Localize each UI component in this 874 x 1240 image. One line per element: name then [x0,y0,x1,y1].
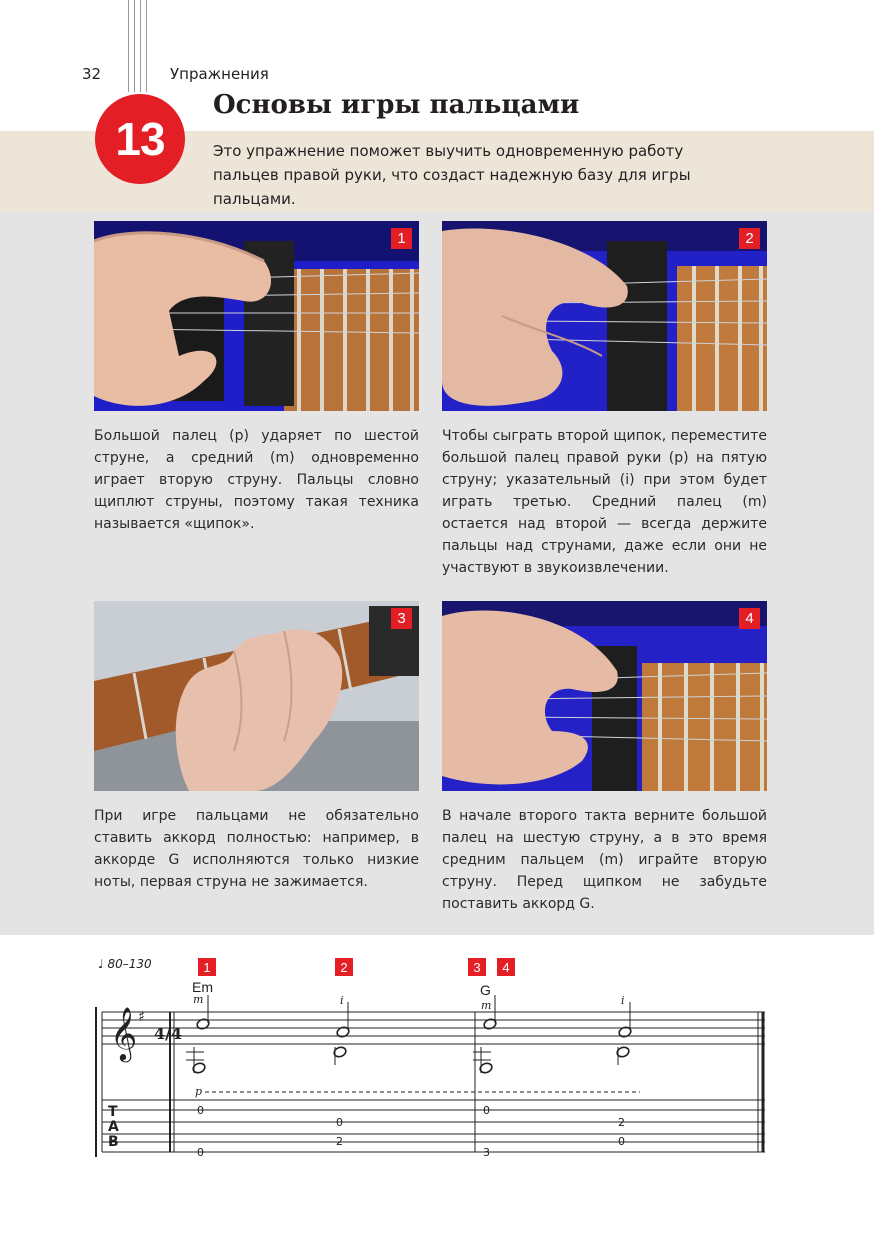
finger-label: m [481,999,492,1012]
tab-number: 3 [483,1146,490,1159]
lesson-number-badge: 13 [95,94,185,184]
step-marker-3: 3 [468,958,486,976]
tab-letter: B [108,1134,119,1150]
tab-letter: T [108,1104,118,1120]
step-marker-2: 2 [335,958,353,976]
step-caption-1: Большой палец (p) ударяет по шестой струне, а средний (m) одновременно играет вторую струну. Пальцы словно щиплют струны, поэтому такая техника называется «щипок». [94,428,419,532]
step-photo-4 [442,601,767,791]
tab-number: 2 [336,1135,343,1148]
binding-line [146,0,147,92]
tab-number: 0 [618,1135,625,1148]
binding-line [140,0,141,92]
step-caption-2: Чтобы сыграть второй щипок, переместите большой палец правой руки (p) на пятую струну; указательный (i) при этом будет играть третью. Средний палец (m) остается над второй — всегда держите пальцы над струнами, даже если они не участвуют в звукоизвлечении. [442,428,767,576]
lesson-intro: Это упражнение поможет выучить одновременную работу пальцев правой руки, что создаст надежную базу для игры пальцами. [213,142,691,208]
step-number-badge: 2 [739,228,760,249]
tab-number: 0 [197,1104,204,1117]
step-marker-4: 4 [497,958,515,976]
tempo-marking: ♩ 80–130 [98,957,152,971]
binding-line [128,0,129,92]
finger-label: m [193,995,204,1006]
chord-symbol-em: Em [192,979,213,995]
sharp-icon: ♯ [138,1009,145,1025]
step-caption-4: В начале второго такта верните большой палец на шестую струну, а в это время средним пальцем (m) играйте вторую струну. Перед щипком не забудьте поставить аккорд G. [442,808,767,912]
finger-label: i [621,995,625,1007]
tab-number: 0 [336,1116,343,1129]
binding-line [134,0,135,92]
step-caption-3: При игре пальцами не обязательно ставить аккорд полностью: например, в аккорде G исполняются только низкие ноты, первая струна не зажимается. [94,808,419,890]
tab-letter: A [108,1119,119,1135]
tab-number: 0 [197,1146,204,1159]
page-number: 32 [82,65,102,83]
tab-number: 2 [618,1116,625,1129]
chord-symbol-g: G [480,982,491,998]
step-marker-1: 1 [198,958,216,976]
step-number-badge: 4 [739,608,760,629]
lesson-title: Основы игры пальцами [213,90,580,120]
notation-and-tab [90,995,780,1165]
step-photo-1 [94,221,419,411]
step-photo-3 [94,601,419,791]
thumb-label: p [195,1085,203,1098]
step-photo-2 [442,221,767,411]
treble-clef-icon: 𝄞 [110,1006,138,1060]
tab-number: 0 [483,1104,490,1117]
step-number-badge: 1 [391,228,412,249]
section-title: Упражнения [170,65,269,83]
finger-label: i [340,995,344,1007]
step-number-badge: 3 [391,608,412,629]
time-signature: 4/4 [154,1024,183,1043]
